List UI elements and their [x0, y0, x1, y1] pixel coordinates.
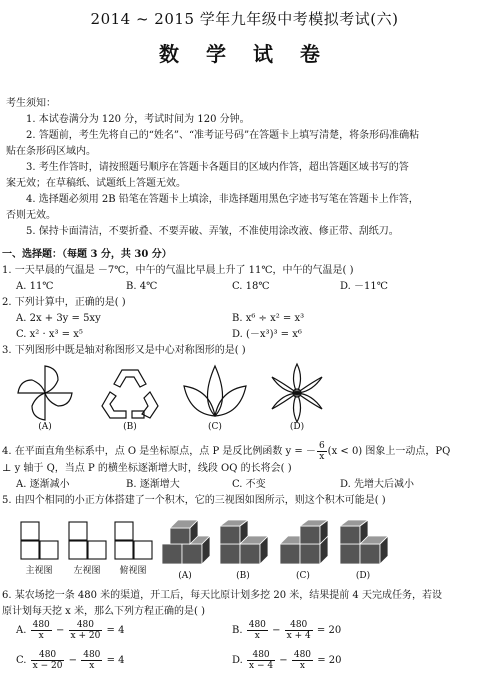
q3-figure-a-pinwheel	[14, 362, 76, 424]
q5-top-view	[114, 521, 154, 561]
q5-left-view	[68, 521, 108, 561]
q6-a-frac2-num: 480	[69, 620, 103, 631]
q2-option-b: B. x⁶ ÷ x² = x³	[232, 313, 305, 324]
q2-option-a: A. 2x + 3y = 5xy	[16, 313, 101, 324]
notice-item-1: 1. 本试卷满分为 120 分，考试时间为 120 分钟。	[26, 114, 250, 125]
q1-option-d: D. －11℃	[340, 281, 388, 292]
q6-d-frac1	[247, 650, 275, 671]
q4-stem-line2: ⊥ y 轴于 Q，当点 P 的横坐标逐渐增大时，线段 OQ 的长将会( )	[2, 463, 292, 474]
section-title: 一、选择题：（每题 3 分，共 30 分）	[2, 249, 172, 260]
q6-b-frac2	[285, 620, 313, 641]
q4-stem-b: (x < 0) 图象上一动点，PQ	[327, 446, 451, 457]
exam-subtitle: 数 学 试 卷	[159, 42, 330, 66]
q6-c-frac2-num: 480	[83, 650, 101, 660]
q6-option-c-letter: C.	[16, 655, 27, 666]
q5-cubes-option-b	[218, 518, 270, 570]
q1-option-a: A. 11℃	[16, 281, 54, 292]
q3-label-c: (C)	[208, 422, 222, 432]
q6-stem-line2: 原计划每天挖 x 米，那么下列方程正确的是( )	[2, 606, 205, 617]
q5-label-d: (D)	[355, 571, 371, 581]
q5-front-view-label: 主视图	[25, 566, 53, 576]
q6-option-c-rhs: = 4	[106, 655, 125, 666]
q5-label-b: (B)	[236, 571, 250, 581]
q6-option-b: B. $\frac{480}{x}$ − $\frac{480}{x + 4}$ = 20	[232, 620, 342, 641]
q4-stem-line1	[2, 441, 450, 462]
q4-frac-denominator: x	[319, 452, 325, 462]
notice-item-2-cont: 贴在条形码区域内。	[6, 146, 96, 157]
q4-option-c: C. 不变	[232, 479, 266, 490]
notice-item-3-cont: 案无效；在草稿纸、试题纸上答题无效。	[6, 178, 186, 189]
q4-option-d: D. 先增大后减小	[340, 479, 415, 490]
q6-option-d-rhs: = 20	[317, 655, 342, 666]
q6-a-frac1-num: 480	[32, 620, 50, 630]
q6-c-frac2	[81, 650, 102, 671]
q6-a-frac2	[69, 620, 103, 641]
q6-d-frac1-num: 480	[247, 650, 275, 661]
q6-b-frac1	[247, 620, 268, 641]
q3-stem: 3. 下列图形中既是轴对称图形又是中心对称图形的是( )	[2, 345, 246, 356]
q4-fraction	[317, 441, 327, 462]
q6-stem-line1: 6. 某农场挖一条 480 米的渠道，开工后，每天比原计划多挖 20 米，结果提前 4 天完成任务，若设	[2, 590, 442, 601]
q5-label-a: (A)	[178, 571, 192, 581]
notice-heading: 考生须知：	[6, 98, 56, 109]
q3-figure-b-recycle	[100, 362, 160, 422]
q3-figure-d-flower	[266, 362, 328, 424]
q5-cubes-option-a	[160, 518, 212, 570]
q4-option-a: A. 逐渐减小	[16, 479, 70, 490]
q1-stem: 1. 一天早晨的气温是 －7℃，中午的气温比早晨上升了 11℃，中午的气温是( )	[2, 265, 354, 276]
q3-figure-c-lotus	[180, 360, 250, 422]
notice-item-4-cont: 否则无效。	[6, 210, 56, 221]
q5-stem: 5. 由四个相同的小正方体搭建了一个积木，它的三视图如图所示，则这个积木可能是( )	[2, 495, 386, 506]
q6-a-frac2-den: x + 20	[70, 631, 101, 641]
q4-stem-a: 4. 在平面直角坐标系中，点 O 是坐标原点，点 P 是反比例函数 y = －	[2, 446, 316, 457]
q6-c-frac1-den: x − 20	[32, 661, 63, 671]
q6-a-frac1	[31, 620, 52, 641]
q3-label-b: (B)	[123, 422, 137, 432]
q6-option-d: D. $\frac{480}{x - 4}$ − $\frac{480}{x}$ = 20	[232, 650, 342, 671]
q6-c-frac1-num: 480	[31, 650, 65, 661]
q6-a-frac1-den: x	[38, 631, 44, 641]
q5-top-view-label: 俯视图	[119, 566, 147, 576]
q6-b-frac1-den: x	[254, 631, 260, 641]
q6-d-frac2	[292, 650, 313, 671]
q6-d-frac2-den: x	[299, 661, 305, 671]
q1-option-b: B. 4℃	[126, 281, 158, 292]
q6-d-frac1-den: x − 4	[249, 661, 274, 671]
q6-option-d-letter: D.	[232, 655, 243, 666]
q5-left-view-label: 左视图	[73, 566, 101, 576]
q6-b-frac2-num: 480	[285, 620, 313, 631]
q4-frac-numerator: 6	[318, 441, 325, 451]
q6-option-a-letter: A.	[16, 625, 27, 636]
q5-cubes-option-d	[338, 518, 390, 570]
q2-option-c: C. x² · x³ = x⁵	[16, 329, 83, 340]
q6-option-c: C. $\frac{480}{x - 20}$ − $\frac{480}{x}$ = 4	[16, 650, 125, 671]
q6-c-frac1	[31, 650, 65, 671]
q6-c-frac2-den: x	[89, 661, 95, 671]
q1-option-c: C. 18℃	[232, 281, 270, 292]
q6-b-frac2-den: x + 4	[286, 631, 311, 641]
exam-title: 2014 ~ 2015 学年九年级中考模拟考试(六)	[90, 10, 399, 28]
notice-item-3: 3. 考生作答时，请按照题号顺序在答题卡各题目的区域内作答，超出答题区域书写的答	[26, 162, 409, 173]
q2-stem: 2. 下列计算中，正确的是( )	[2, 297, 126, 308]
notice-item-2: 2. 答题前，考生先将自己的“姓名”、“准考证号码”在答题卡上填写清楚，将条形码准确粘	[26, 130, 420, 141]
q6-d-frac2-num: 480	[293, 650, 312, 660]
q5-label-c: (C)	[296, 571, 310, 581]
q6-option-b-rhs: = 20	[316, 625, 342, 636]
q6-b-frac1-num: 480	[248, 620, 266, 630]
q2-option-d: D. (－x³)³ = x⁶	[232, 329, 302, 340]
q6-option-a: A. $\frac{480}{x}$ − $\frac{480}{x + 20}$ = 4	[16, 620, 125, 641]
q3-label-d: (D)	[289, 422, 305, 432]
q6-option-b-letter: B.	[232, 625, 243, 636]
notice-item-4: 4. 选择题必须用 2B 铅笔在答题卡上填涂，非选择题用黑色字迹书写笔在答题卡上作答，	[26, 194, 419, 205]
q3-label-a: (A)	[38, 422, 52, 432]
q5-front-view	[20, 521, 60, 561]
q5-cubes-option-c	[278, 518, 330, 570]
q4-option-b: B. 逐渐增大	[126, 479, 180, 490]
q6-option-a-rhs: = 4	[106, 625, 125, 636]
notice-item-5: 5. 保持卡面清洁，不要折叠、不要弄破、弄皱，不准使用涂改液、修正带、刮纸刀。	[26, 226, 399, 237]
